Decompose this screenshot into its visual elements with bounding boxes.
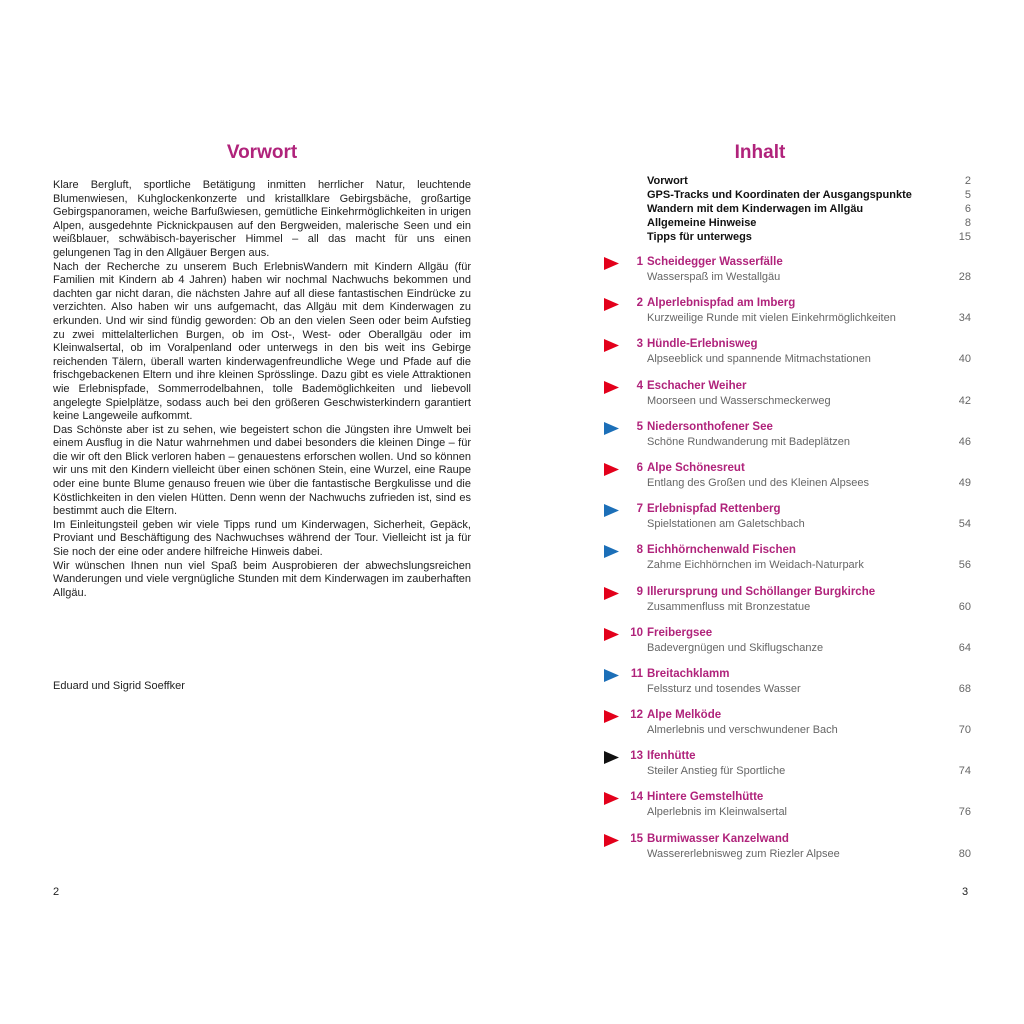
tour-subtitle: Felssturz und tosendes Wasser (647, 682, 801, 695)
tour-entry[interactable] (604, 297, 971, 338)
tour-number: 14 (630, 791, 643, 804)
tour-number: 11 (630, 667, 643, 680)
tour-title: Eichhörnchenwald Fischen (647, 544, 796, 557)
tour-page: 80 (958, 847, 971, 860)
tour-number: 2 (636, 297, 643, 310)
front-matter-page: 2 (964, 175, 971, 187)
tour-title: Burmiwasser Kanzelwand (647, 832, 789, 845)
tour-subtitle: Schöne Rundwanderung mit Badeplätzen (647, 435, 851, 448)
front-matter-label: Wandern mit dem Kinderwagen im Allgäu (647, 203, 864, 215)
tour-title: Hintere Gemstelhütte (647, 791, 764, 804)
front-matter-item[interactable] (647, 216, 971, 230)
tour-subtitle: Moorseen und Wasserschmeckerweg (647, 394, 831, 407)
tour-entry[interactable] (604, 709, 971, 750)
difficulty-arrow-icon (604, 669, 619, 682)
foreword-paragraph: Im Einleitungsteil geben wir viele Tipps rund um Kinderwagen, Sicherheit, Gepäck, Proviant und Beschäftigung des Nachwuchses während der Tour. Vielleicht ist ja für Sie noch der eine oder andere hilfreiche Hinweis dabei. (53, 518, 471, 559)
tour-entry[interactable] (604, 586, 971, 627)
front-matter-item[interactable] (647, 188, 971, 202)
front-matter-list (647, 174, 971, 244)
tour-page: 60 (958, 600, 971, 613)
front-matter-page: 8 (964, 217, 971, 229)
difficulty-arrow-icon (604, 834, 619, 847)
front-matter-label: Vorwort (647, 175, 688, 187)
tour-page: 68 (958, 682, 971, 695)
foreword-paragraph: Nach der Recherche zu unserem Buch ErlebnisWandern mit Kindern Allgäu (für Familien mit Kindern ab 4 Jahren) haben wir nochmal Nachwuchs bekommen und dachten gar nicht daran, die nächsten Jahre auf all diese fantastischen Eindrücke zu verzichten. Also haben wir uns aufgemacht, das Allgäu mit dem Kinderwagen zu erkunden. Und wir sind fündig geworden: Ob an den vielen Seen oder beim Aufstieg zu zwei mittelalterlichen Burgen, ob im Ost-, West- oder Oberallgäu oder im Kleinwalsertal, ob im Voralpenland oder unterwegs in den bis weit ins Gebirge reichenden Tälern, überall warten kinderwagenfreundliche Wege und Pfade auf die frischgebackenen Eltern und ihre kleinen Sprösslinge. Dazu gibt es viele Attraktionen wie Erlebnispfade, Sommerrodelbahnen, tolle Bademöglichkeiten und liebevoll angelegte Spielplätze, sodass auch bei den größeren Geschwisterkindern garantiert keine Langeweile aufkommt. (53, 260, 471, 423)
difficulty-arrow-icon (604, 257, 619, 270)
tour-page: 54 (958, 518, 971, 531)
tour-title: Alperlebnispfad am Imberg (647, 297, 796, 310)
tour-entry[interactable] (604, 668, 971, 709)
tour-page: 42 (958, 394, 971, 407)
front-matter-label: Allgemeine Hinweise (647, 217, 757, 229)
tour-page: 70 (958, 724, 971, 737)
tour-title: Erlebnispfad Rettenberg (647, 503, 781, 516)
tour-entry[interactable] (604, 256, 971, 297)
difficulty-arrow-icon (604, 628, 619, 641)
tour-entry[interactable] (604, 380, 971, 421)
foreword-paragraph: Klare Bergluft, sportliche Betätigung inmitten herrlicher Natur, leuchtende Blumenwiesen, Kuhglockenkonzerte und kristallklare Gebirgsbäche, großartige Gebirgspanoramen, weiche Barfußwiesen, gemütliche Einkehrmöglichkeiten in urigen Alpen, ausgedehnte Picknickpausen auf den Bergweiden, malerische Seen und ein weißblauer, schwäbisch-bayerischer Himmel – all das macht für uns einen gelungenen Tag in den Allgäuer Bergen aus. (53, 179, 471, 259)
tour-subtitle: Steiler Anstieg für Sportliche (647, 765, 786, 778)
tour-title: Breitachklamm (647, 667, 730, 680)
difficulty-arrow-icon (604, 710, 619, 723)
difficulty-arrow-icon (604, 587, 619, 600)
front-matter-page: 15 (958, 231, 971, 243)
tour-subtitle: Entlang des Großen und des Kleinen Alpsees (647, 476, 869, 489)
tour-subtitle: Kurzweilige Runde mit vielen Einkehrmöglichkeiten (647, 312, 896, 325)
front-matter-item[interactable] (647, 230, 971, 244)
front-matter-page: 6 (964, 203, 971, 215)
difficulty-arrow-icon (604, 792, 619, 805)
difficulty-arrow-icon (604, 504, 619, 517)
tour-title: Freibergsee (647, 626, 713, 639)
tour-title: Illerursprung und Schöllanger Burgkirche (647, 585, 876, 598)
foreword-body (53, 179, 471, 600)
tour-subtitle: Zahme Eichhörnchen im Weidach-Naturpark (647, 559, 864, 572)
foreword-paragraph: Das Schönste aber ist zu sehen, wie begeistert schon die Jüngsten ihre Umwelt bei einem Ausflug in die Natur wahrnehmen und dabei besonders die kleinen Dinge – für die wir oft den Blick verloren haben – genauestens erforschen wollen. Und so können wir uns mit den Kindern vielleicht über einen schönen Stein, eine Wurzel, eine Raupe oder eine bunte Blume genauso freuen wie über die fantastische Bergkulisse und die Köstlichkeiten in den vielen Hütten. Denn wenn der Nachwuchs zufrieden ist, sind es bestimmt auch die Eltern. (53, 423, 471, 518)
difficulty-arrow-icon (604, 751, 619, 764)
tour-subtitle: Badevergnügen und Skiflugschanze (647, 641, 824, 654)
tour-entry[interactable] (604, 627, 971, 668)
tour-number: 1 (636, 256, 643, 268)
tour-number: 15 (630, 832, 643, 845)
tour-entry[interactable] (604, 462, 971, 503)
tour-page: 28 (958, 271, 971, 283)
tour-title: Alpe Melköde (647, 709, 722, 722)
page-number-right: 3 (962, 886, 969, 898)
tour-page: 34 (958, 312, 971, 325)
tour-entry[interactable] (604, 503, 971, 544)
tour-list (604, 256, 971, 874)
difficulty-arrow-icon (604, 339, 619, 352)
difficulty-arrow-icon (604, 463, 619, 476)
tour-page: 74 (958, 765, 971, 778)
front-matter-label: GPS-Tracks und Koordinaten der Ausgangspunkte (647, 189, 912, 201)
page-number-left: 2 (53, 886, 60, 898)
difficulty-arrow-icon (604, 422, 619, 435)
foreword-signature: Eduard und Sigrid Soeffker (53, 680, 185, 692)
tour-subtitle: Wassererlebnisweg zum Riezler Alpsee (647, 847, 840, 860)
tour-page: 49 (958, 476, 971, 489)
tour-entry[interactable] (604, 833, 971, 874)
tour-title: Scheidegger Wasserfälle (647, 256, 783, 268)
tour-entry[interactable] (604, 544, 971, 585)
tour-number: 9 (636, 585, 643, 598)
tour-entry[interactable] (604, 338, 971, 379)
tour-page: 76 (958, 806, 971, 819)
contents-title: Inhalt (734, 142, 786, 163)
tour-number: 5 (636, 420, 643, 433)
tour-number: 13 (630, 750, 643, 763)
tour-subtitle: Zusammenfluss mit Bronzestatue (647, 600, 811, 613)
difficulty-arrow-icon (604, 545, 619, 558)
tour-number: 7 (636, 503, 643, 516)
tour-title: Eschacher Weiher (647, 379, 747, 392)
front-matter-page: 5 (964, 189, 971, 201)
difficulty-arrow-icon (604, 298, 619, 311)
tour-subtitle: Almerlebnis und verschwundener Bach (647, 724, 838, 737)
tour-number: 3 (636, 338, 643, 351)
tour-subtitle: Alpseeblick und spannende Mitmachstationen (647, 353, 871, 366)
tour-entry[interactable] (604, 421, 971, 462)
tour-title: Niedersonthofener See (647, 420, 773, 433)
tour-title: Ifenhütte (647, 750, 696, 763)
front-matter-item[interactable] (647, 202, 971, 216)
tour-page: 40 (958, 353, 971, 366)
tour-number: 6 (636, 461, 643, 474)
tour-number: 8 (636, 544, 643, 557)
tour-number: 4 (636, 379, 643, 392)
tour-entry[interactable] (604, 791, 971, 832)
tour-title: Alpe Schönesreut (647, 461, 745, 474)
tour-number: 10 (630, 626, 643, 639)
difficulty-arrow-icon (604, 381, 619, 394)
foreword-paragraph: Wir wünschen Ihnen nun viel Spaß beim Ausprobieren der abwechslungsreichen Wanderungen und viele vergnügliche Stunden mit dem Kinderwagen im zauberhaften Allgäu. (53, 559, 471, 599)
tour-page: 56 (958, 559, 971, 572)
tour-subtitle: Wasserspaß im Westallgäu (647, 271, 781, 283)
tour-number: 12 (630, 709, 643, 722)
front-matter-label: Tipps für unterwegs (647, 231, 752, 243)
tour-subtitle: Alperlebnis im Kleinwalsertal (647, 806, 788, 819)
tour-page: 46 (958, 435, 971, 448)
tour-entry[interactable] (604, 750, 971, 791)
tour-title: Hündle-Erlebnisweg (647, 338, 758, 351)
tour-subtitle: Spielstationen am Galetschbach (647, 518, 805, 531)
front-matter-item[interactable] (647, 174, 971, 188)
foreword-title: Vorwort (226, 142, 298, 163)
tour-page: 64 (958, 641, 971, 654)
